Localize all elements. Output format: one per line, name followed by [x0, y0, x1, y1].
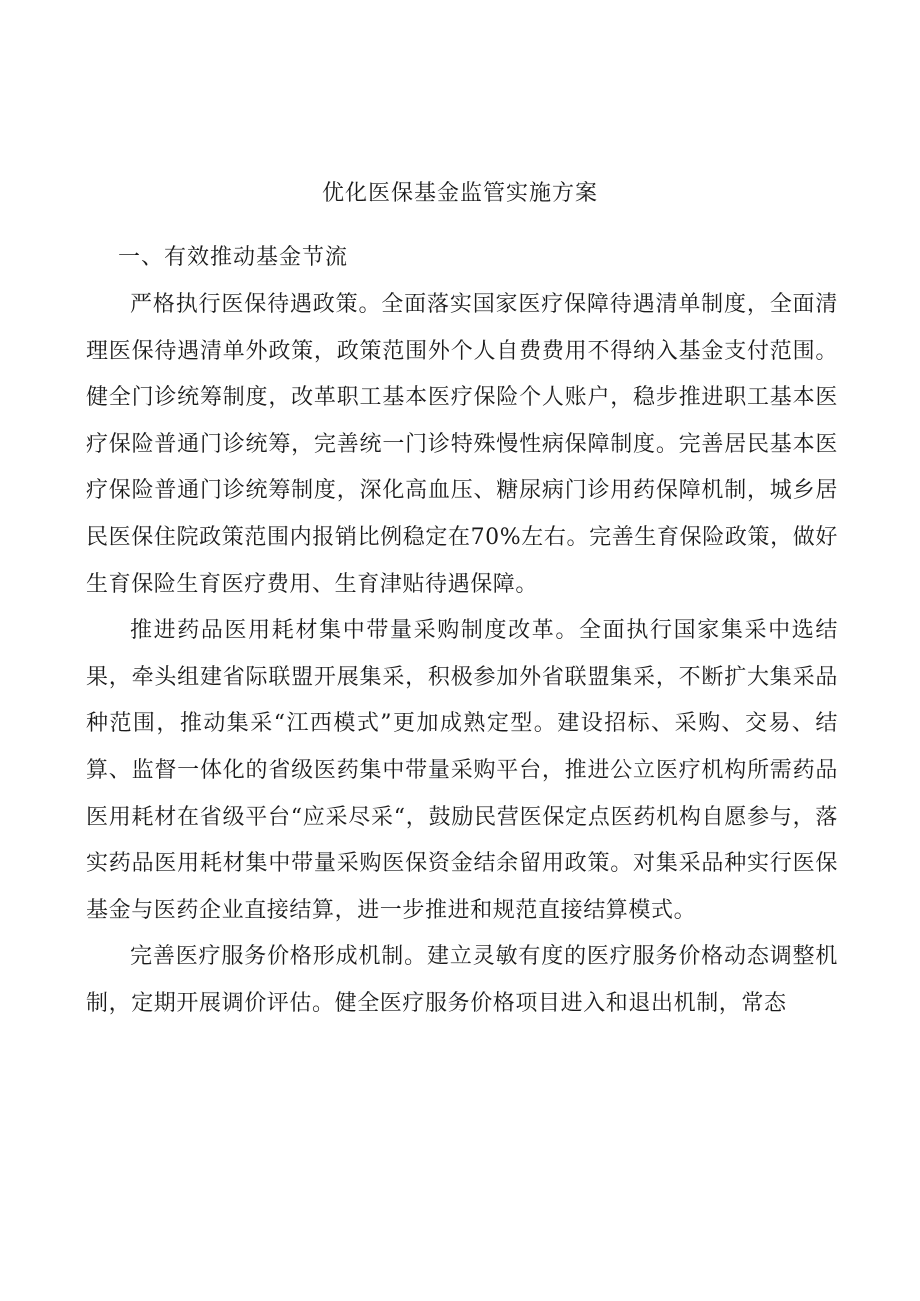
document-title: 优化医保基金监管实施方案: [321, 181, 598, 206]
paragraph-treatment-policy: 严格执行医保待遇政策。全面落实国家医疗保障待遇清单制度，全面清理医保待遇清单外政策，政策范围外个人自费费用不得纳入基金支付范围。健全门诊统筹制度，改革职工基本医疗保险个人账户，稳步推进职工基本医疗保险普通门诊统筹，完善统一门诊特殊慢性病保障制度。完善居民基本医疗保险普通门诊统筹制度，深化高血压、糖尿病门诊用药保障机制，城乡居民医保住院政策范围内报销比例稳定在70%左右。完善生育保险政策，做好生育保险生育医疗费用、生育津贴待遇保障。: [86, 292, 838, 597]
paragraph-pricing-mechanism: 完善医疗服务价格形成机制。建立灵敏有度的医疗服务价格动态调整机制，定期开展调价评估。健全医疗服务价格项目进入和退出机制，常态: [86, 944, 838, 1016]
paragraph-procurement-reform: 推进药品医用耗材集中带量采购制度改革。全面执行国家集采中选结果，牵头组建省际联盟开展集采，积极参加外省联盟集采，不断扩大集采品种范围，推动集采“江西模式”更加成熟定型。建设招标、采购、交易、结算、监督一体化的省级医药集中带量采购平台，推进公立医疗机构所需药品医用耗材在省级平台“应采尽采“，鼓励民营医保定点医药机构自愿参与，落实药品医用耗材集中带量采购医保资金结余留用政策。对集采品种实行医保基金与医药企业直接结算，进一步推进和规范直接结算模式。: [86, 618, 838, 923]
section-heading: 一、有效推动基金节流: [118, 245, 349, 270]
document-body: [86, 282, 838, 1028]
